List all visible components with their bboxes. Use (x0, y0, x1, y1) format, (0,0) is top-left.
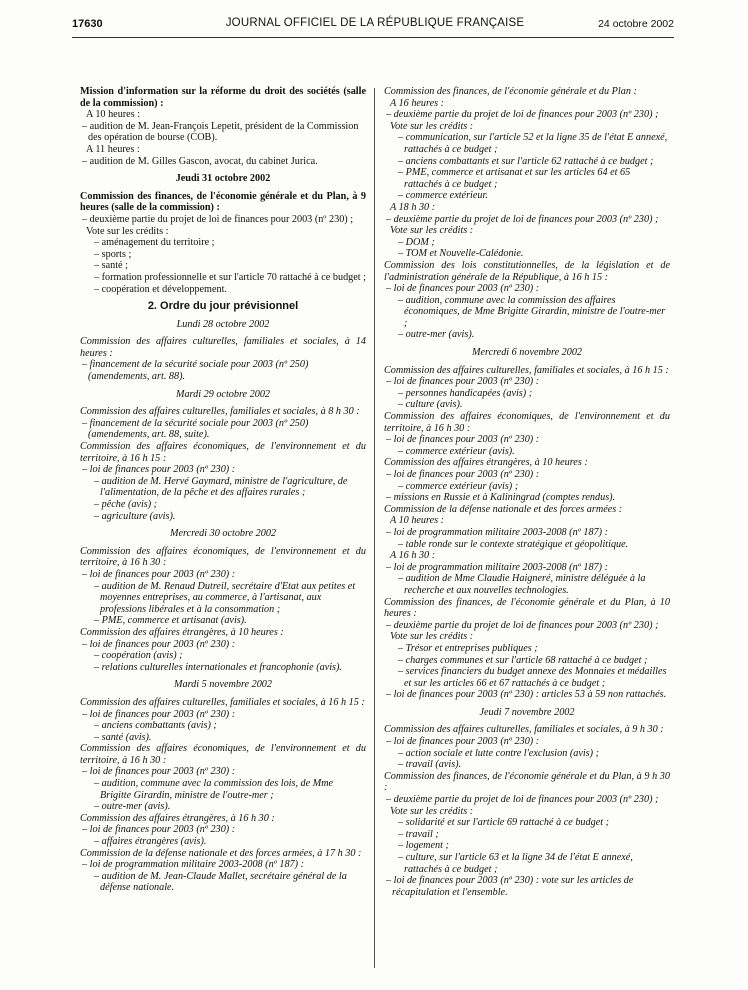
agenda-item: – loi de finances pour 2003 (nº 230) : (386, 434, 540, 446)
header-rule (72, 37, 674, 38)
agenda-item: – audition, commune avec la commission des lois, de Mme Brigitte Girardin, ministre de l'outre-mer ; (94, 778, 334, 801)
committee-heading: Commission des affaires économiques, de l'environnement et du territoire, à 16 h 30 : (384, 411, 670, 434)
agenda-item: – deuxième partie du projet de loi de finances pour 2003 (nº 230) ; (386, 109, 659, 121)
time-or-vote-label: Vote sur les crédits : (390, 631, 474, 643)
agenda-item: – deuxième partie du projet de loi de finances pour 2003 (nº 230) ; (386, 794, 659, 806)
agenda-item: – santé ; (94, 260, 128, 272)
agenda-item: – loi de finances pour 2003 (nº 230) : (386, 376, 540, 388)
agenda-item: – commerce extérieur (avis) ; (398, 480, 519, 492)
agenda-item: – loi de finances pour 2003 (nº 230) : (82, 766, 236, 778)
agenda-item: – loi de finances pour 2003 (nº 230) : (82, 568, 236, 580)
committee-heading: Commission des affaires culturelles, familiales et sociales, à 8 h 30 : (80, 406, 360, 418)
committee-heading: Commission des affaires économiques, de l'environnement et du territoire, à 16 h 30 : (80, 545, 366, 569)
agenda-item: – santé (avis). (94, 731, 152, 743)
agenda-item: – travail (avis). (398, 759, 462, 771)
agenda-item: – commerce extérieur. (398, 190, 488, 202)
agenda-item: – financement de la sécurité sociale pour 2003 (nº 250) (amendements, art. 88, suite). (82, 417, 309, 441)
time-or-vote-label: Vote sur les crédits : (390, 805, 474, 817)
agenda-item: – loi de finances pour 2003 (nº 230) : articles 53 à 59 non rattachés. (386, 689, 667, 701)
agenda-item: – DOM ; (398, 236, 435, 248)
agenda-item: – coopération (avis) ; (94, 650, 183, 662)
agenda-item: – loi de programmation militaire 2003-2008 (nº 187) : (386, 561, 608, 573)
agenda-item: – deuxième partie du projet de loi de finances pour 2003 (nº 230) ; (386, 213, 659, 225)
agenda-item: – missions en Russie et à Kaliningrad (comptes rendus). (386, 492, 616, 504)
agenda-item: – sports ; (94, 248, 132, 260)
time-or-vote-label: A 16 h 30 : (390, 550, 436, 562)
committee-heading: Commission des affaires culturelles, familiales et sociales, à 9 h 30 : (384, 724, 664, 736)
agenda-item: – loi de finances pour 2003 (nº 230) : (82, 464, 236, 476)
agenda-item: – culture (avis). (398, 399, 463, 411)
agenda-item: – pêche (avis) ; (94, 499, 158, 510)
agenda-item: – charges communes et sur l'article 68 rattaché à ce budget ; (398, 654, 648, 666)
committee-heading: Commission des finances, de l'économie générale et du Plan, à 10 heures : (384, 596, 670, 620)
agenda-item: – audition de M. Jean-Claude Mallet, secrétaire général de la défense nationale. (94, 870, 347, 894)
agenda-item: – audition, commune avec la commission des affaires économiques, de Mme Brigitte Girardin, ministre de l'outre-mer ; (398, 294, 666, 329)
committee-heading: Commission des affaires économiques, de l'environnement et du territoire, à 16 h 30 : (80, 743, 366, 766)
agenda-item: – formation professionnelle et sur l'article 70 rattaché à ce budget ; (94, 271, 366, 283)
committee-heading: Commission des affaires culturelles, familiales et sociales, à 16 h 15 : (384, 364, 669, 376)
date-heading: Jeudi 31 octobre 2002 (175, 173, 271, 185)
time-or-vote-label: Vote sur les crédits : (390, 225, 474, 237)
left-column (80, 86, 366, 894)
committee-heading: Commission des finances, de l'économie générale et du Plan, à 9 heures (salle de la commission) : (80, 190, 366, 214)
committee-heading: Commission des affaires étrangères, à 16 h 30 : (80, 812, 275, 824)
agenda-item: – outre-mer (avis). (398, 329, 475, 341)
committee-heading: Commission des finances, de l'économie générale et du Plan : (384, 86, 637, 97)
time-or-vote-label: A 10 heures : (86, 109, 141, 121)
agenda-item: – loi de finances pour 2003 (nº 230) : (82, 708, 236, 720)
agenda-item: – anciens combattants (avis) ; (94, 720, 217, 732)
agenda-item: – financement de la sécurité sociale pour 2003 (nº 250) (amendements, art. 88). (82, 359, 309, 383)
agenda-item: – loi de finances pour 2003 (nº 230) : (82, 824, 236, 836)
agenda-item: – coopération et développement. (94, 283, 227, 295)
agenda-item: – audition de M. Hervé Gaymard, ministre de l'agriculture, de l'alimentation, de la pêche et des affaires rurales ; (94, 475, 348, 499)
committee-heading: Commission des affaires économiques, de l'environnement et du territoire, à 16 h 15 : (80, 441, 366, 464)
agenda-item: – Trésor et entreprises publiques ; (398, 642, 538, 654)
page-header (0, 0, 748, 40)
committee-heading: Commission des lois constitutionnelles, de la législation et de l'administration générale de la République, à 16 h 15 : (384, 259, 670, 283)
time-or-vote-label: A 11 heures : (86, 143, 140, 155)
time-or-vote-label: Vote sur les crédits : (390, 120, 474, 132)
committee-heading: Commission des affaires étrangères, à 10 heures : (80, 626, 284, 638)
committee-heading: Commission de la défense nationale et des forces armées : (384, 503, 623, 515)
agenda-item: – loi de finances pour 2003 (nº 230) : (386, 469, 540, 480)
date-heading: Mercredi 6 novembre 2002 (471, 347, 583, 359)
committee-heading: Mission d'information sur la réforme du droit des sociétés (salle de la commission) : (80, 86, 366, 109)
time-or-vote-label: A 10 heures : (390, 515, 445, 527)
committee-heading: Commission des affaires étrangères, à 10 heures : (384, 457, 588, 469)
agenda-item: – outre-mer (avis). (94, 801, 171, 813)
issue-date: 24 octobre 2002 (598, 18, 674, 30)
agenda-item: – table ronde sur le contexte stratégique et géopolitique. (398, 538, 629, 550)
time-or-vote-label: A 16 heures : (390, 97, 445, 109)
agenda-item: – loi de programmation militaire 2003-2008 (nº 187) : (82, 859, 304, 871)
agenda-item: – affaires étrangères (avis). (94, 836, 207, 848)
agenda-item: – personnes handicapées (avis) ; (398, 387, 533, 399)
page-number: 17630 (72, 18, 103, 30)
agenda-item: – deuxième partie du projet de loi de finances pour 2003 (nº 230) ; (82, 213, 354, 225)
agenda-item: – travail ; (398, 828, 439, 840)
column-divider (374, 88, 375, 968)
date-heading: Jeudi 7 novembre 2002 (479, 706, 575, 718)
agenda-item: – aménagement du territoire ; (94, 237, 215, 249)
agenda-item: – commerce extérieur (avis). (398, 445, 515, 457)
committee-heading: Commission des affaires culturelles, familiales et sociales, à 16 h 15 : (80, 696, 365, 708)
agenda-item: – culture, sur l'article 63 et la ligne 34 de l'état E annexé, rattachés à ce budget ; (398, 852, 633, 875)
date-heading: Mercredi 30 octobre 2002 (169, 528, 277, 540)
agenda-item: – PME, commerce et artisanat et sur les articles 64 et 65 rattachés à ce budget ; (398, 167, 631, 190)
agenda-item: – relations culturelles internationales et francophonie (avis). (94, 661, 342, 673)
committee-heading: Commission des finances, de l'économie générale et du Plan, à 9 h 30 : (384, 770, 670, 794)
date-heading: Lundi 28 octobre 2002 (176, 318, 270, 330)
date-heading: Mardi 5 novembre 2002 (174, 679, 272, 691)
agenda-item: – loi de finances pour 2003 (nº 230) : (386, 283, 540, 295)
agenda-item: – audition de M. Renaud Dutreil, secrétaire d'Etat aux petites et moyennes entreprises, au commerce, à l'artisanat, aux professions libérales et à la consommation ; (94, 580, 356, 615)
date-heading: Mardi 29 octobre 2002 (175, 388, 271, 400)
agenda-item: – anciens combattants et sur l'article 62 rattaché à ce budget ; (398, 155, 654, 167)
agenda-item: – services financiers du budget annexe des Monnaies et médailles et sur les articles 66 et 67 rattachés à ce budget ; (398, 666, 667, 689)
agenda-item: – loi de finances pour 2003 (nº 230) : (386, 736, 540, 748)
agenda-item: – TOM et Nouvelle-Calédonie. (398, 248, 524, 260)
right-column (384, 86, 670, 898)
journal-title: JOURNAL OFFICIEL DE LA RÉPUBLIQUE FRANÇAISE (225, 17, 525, 29)
agenda-item: – solidarité et sur l'article 69 rattaché à ce budget ; (398, 817, 609, 829)
agenda-item: – PME, commerce et artisanat (avis). (94, 615, 247, 627)
agenda-item: – audition de Mme Claudie Haigneré, ministre déléguée à la recherche et aux nouvelles technologies. (398, 573, 646, 596)
time-or-vote-label: A 18 h 30 : (390, 201, 436, 213)
agenda-item: – loi de finances pour 2003 (nº 230) : vote sur les articles de récapitulation et l'ensemble. (386, 875, 634, 898)
committee-heading: Commission des affaires culturelles, familiales et sociales, à 14 heures : (80, 336, 366, 359)
agenda-item: – audition de M. Jean-François Lepetit, président de la Commission des opération de bourse (COB). (82, 120, 359, 144)
agenda-item: – communication, sur l'article 52 et la ligne 35 de l'état E annexé, rattachés à ce budget ; (398, 132, 668, 155)
agenda-item: – audition de M. Gilles Gascon, avocat, du cabinet Jurica. (82, 155, 318, 167)
section-heading: 2. Ordre du jour prévisionnel (147, 300, 299, 313)
agenda-item: – action sociale et lutte contre l'exclusion (avis) ; (398, 747, 599, 759)
time-or-vote-label: Vote sur les crédits : (86, 225, 169, 237)
committee-heading: Commission de la défense nationale et des forces armées, à 17 h 30 : (80, 847, 362, 859)
agenda-item: – loi de programmation militaire 2003-2008 (nº 187) : (386, 526, 608, 538)
agenda-item: – agriculture (avis). (94, 510, 176, 522)
agenda-item: – logement ; (398, 840, 449, 852)
agenda-item: – deuxième partie du projet de loi de finances pour 2003 (nº 230) ; (386, 619, 659, 631)
agenda-item: – loi de finances pour 2003 (nº 230) : (82, 638, 236, 650)
